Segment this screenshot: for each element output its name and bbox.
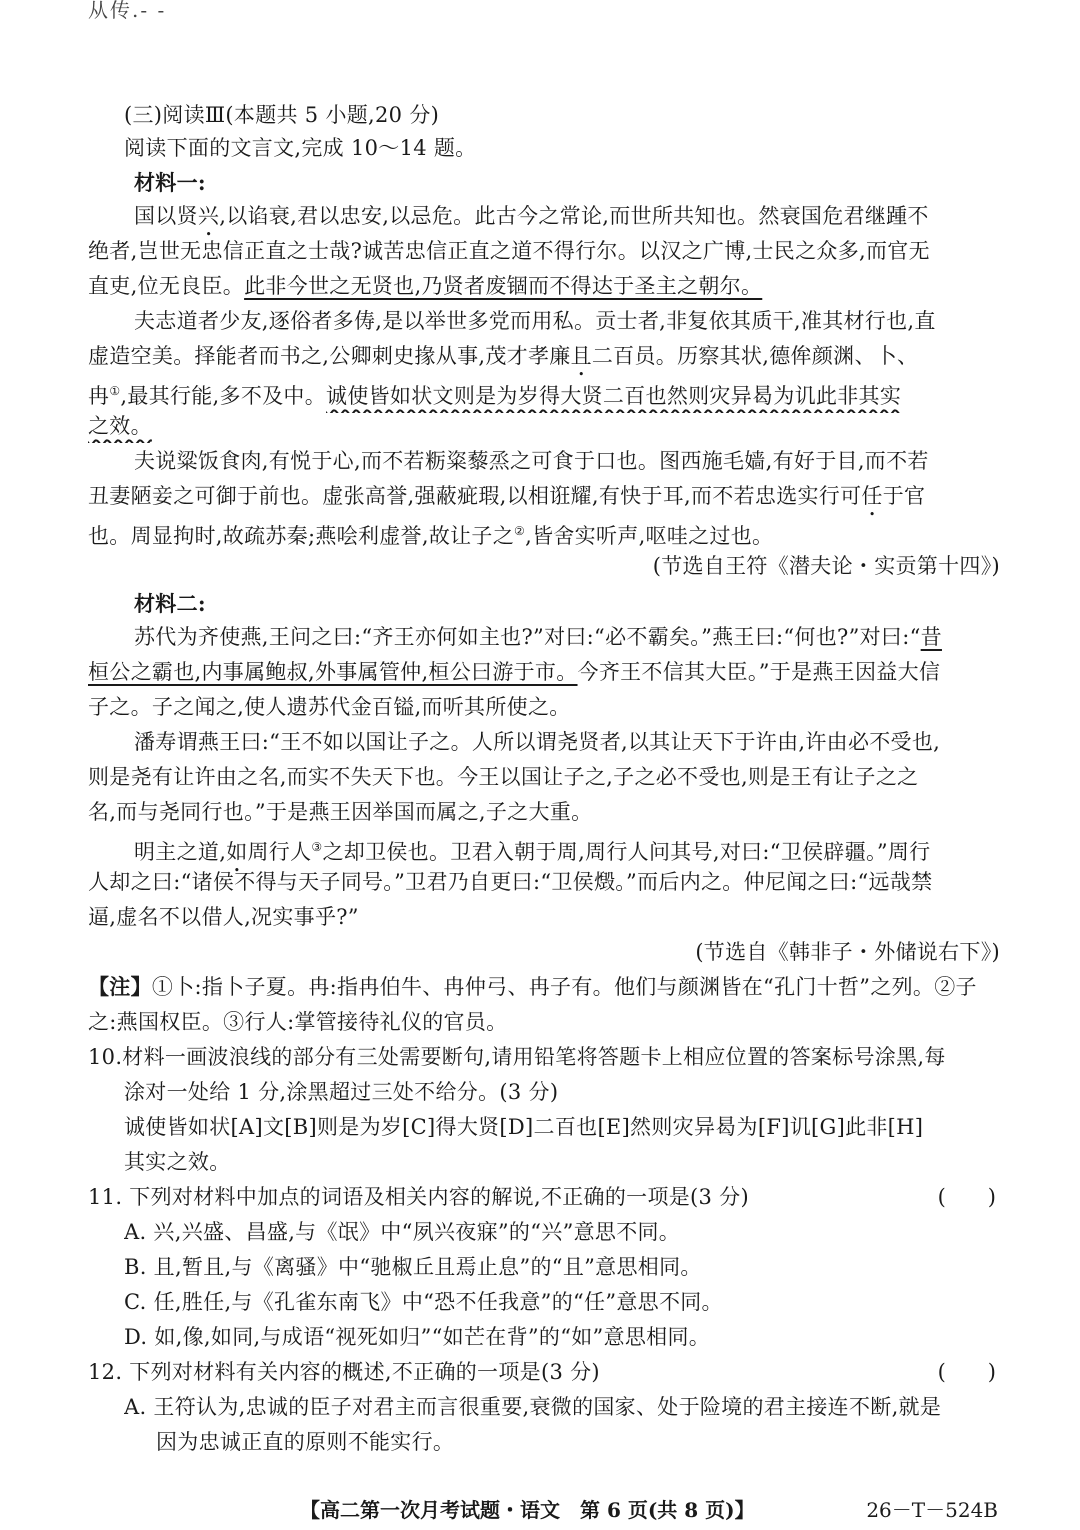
m1-p2-line3: 冉①,最其行能,多不及中。诚使皆如状文则是为岁得大贤二百也然则灾异曷为讥此非其实 <box>88 384 902 408</box>
m2-p3-line2: 人却之曰:“诸侯不得与天子同号。”卫君乃自更曰:“卫侯燬。”而后内之。仲尼闻之曰:“远哉禁 <box>88 870 933 894</box>
m2-p2-line2: 则是尧有让许由之名,而实不失天下也。今王以国让子之,子之必不受也,则是王有让子之之 <box>88 765 919 789</box>
footer-code: 26－T－524B <box>866 1498 998 1522</box>
q10-line4: 其实之效。 <box>124 1150 231 1174</box>
m1-p1-line3: 直吏,位无良臣。此非今世之无贤也,乃贤者废锢而不得达于圣主之朝尔。 <box>88 274 763 298</box>
material2-label: 材料二: <box>134 591 206 616</box>
material2-source: (节选自《韩非子・外储说右下》) <box>695 940 1000 964</box>
q11-option-b: B. 且,暂且,与《离骚》中“驰椒丘且焉止息”的“且”意思相同。 <box>124 1255 702 1279</box>
q11-stem: 11. 下列对材料中加点的词语及相关内容的解说,不正确的一项是(3 分) <box>88 1185 749 1209</box>
underlined-sentence-1: 此非今世之无贤也,乃贤者废锢而不得达于圣主之朝尔。 <box>244 274 763 298</box>
m1-p3-line2: 丑妻陋妾之可御于前也。虚张高誉,强蔽疵瑕,以相诳耀,有快于耳,而不若忠选实行可任于官 <box>88 484 926 508</box>
q11-answer-paren: ( ) <box>937 1185 996 1209</box>
q10-line3: 诚使皆如状[A]文[B]则是为岁[C]得大贤[D]二百也[E]然则灾异曷为[F]讥[G]此非[H] <box>124 1115 924 1139</box>
m2-p2-line3: 名,而与尧同行也。”于是燕王因举国而属之,子之大重。 <box>88 800 593 824</box>
dotted-word-ren: 任 <box>861 484 883 508</box>
m2-p1-line2: 桓公之霸也,内事属鲍叔,外事属管仲,桓公曰游于市。今齐王不信其大臣。”于是燕王因益大信 <box>88 660 941 684</box>
q10-line2: 涂对一处给 1 分,涂黑超过三处不给分。(3 分) <box>124 1080 559 1104</box>
m1-p2-line1: 夫志道者少友,逐俗者多俦,是以举世多党而用私。贡士者,非复依其质干,准其材行也,直 <box>134 309 936 333</box>
notes-line1: 【注】①卜:指卜子夏。冉:指冉伯牛、冉仲弓、冉子有。他们与颜渊皆在“孔门十哲”之列。②子 <box>88 974 977 999</box>
q11-option-d: D. 如,像,如同,与成语“视死如归”“如芒在背”的“如”意思相同。 <box>124 1325 711 1349</box>
q12-option-a-line1: A. 王符认为,忠诚的臣子对君主而言很重要,衰微的国家、处于险境的君主接连不断,就是 <box>124 1395 942 1419</box>
m2-p1-line3: 子之。子之闻之,使人遗苏代金百镒,而听其所使之。 <box>88 695 571 719</box>
material1-source: (节选自王符《潜夫论・实贡第十四》) <box>652 554 1000 578</box>
m1-p2-line4: 之效。 <box>88 414 152 438</box>
m1-p1-line2: 绝者,岂世无忠信正直之士哉?诚苦忠信正直之道不得行尔。以汉之广博,士民之众多,而官无 <box>88 239 930 263</box>
m2-p2-line1: 潘寿谓燕王曰:“王不如以国让子之。人所以谓尧贤者,以其让天下于许由,许由必不受也, <box>134 730 941 754</box>
m1-p3-line1: 夫说粱饭食肉,有悦于心,而不若粝粢藜烝之可食于口也。图西施毛嫱,有好于目,而不若 <box>134 449 929 473</box>
q10-line1: 10.材料一画波浪线的部分有三处需要断句,请用铅笔将答题卡上相应位置的答案标号涂黑,每 <box>88 1045 946 1069</box>
material1-label: 材料一: <box>134 170 206 195</box>
q12-stem: 12. 下列对材料有关内容的概述,不正确的一项是(3 分) <box>88 1360 600 1384</box>
dotted-word-ru: 如 <box>226 840 248 864</box>
footer-title: 【高二第一次月考试题・语文 第 6 页(共 8 页)】 <box>300 1498 755 1522</box>
underlined-sentence-2: 桓公之霸也,内事属鲍叔,外事属管仲,桓公曰游于市。 <box>88 660 578 684</box>
m1-p3-line3: 也。周显拘时,故疏苏秦;燕哙利虚誉,故让子之②,皆舍实听声,呕哇之过也。 <box>88 524 774 548</box>
wavy-underline-passage: 诚使皆如状文则是为岁得大贤二百也然则灾异曷为讥此非其实 <box>326 384 902 408</box>
dotted-word-xing: 兴 <box>197 204 220 228</box>
m1-p1-line1: 国以贤兴,以谄衰,君以忠安,以忌危。此古今之常论,而世所共知也。然衰国危君继踵不 <box>134 204 929 228</box>
m2-p3-line3: 逼,虚名不以借人,况实事乎?” <box>88 905 359 929</box>
section-instruction: 阅读下面的文言文,完成 10～14 题。 <box>124 136 477 160</box>
top-fragment: 从传.- - <box>88 0 167 22</box>
q11-option-c: C. 任,胜任,与《孔雀东南飞》中“恐不任我意”的“任”意思不同。 <box>124 1290 723 1314</box>
notes-line2: 之:燕国权臣。③行人:掌管接待礼仪的官员。 <box>88 1010 508 1034</box>
m2-p1-line1: 苏代为齐使燕,王问之曰:“齐王亦何如主也?”对曰:“必不霸矣。”燕王曰:“何也?”对曰:“昔 <box>134 625 942 649</box>
q12-option-a-line2: 因为忠诚正直的原则不能实行。 <box>156 1430 455 1454</box>
m1-p2-line2: 虚造空美。择能者而书之,公卿刺史掾从事,茂才孝廉且二百员。历察其状,德侔颜渊、卜、 <box>88 344 919 368</box>
q11-option-a: A. 兴,兴盛、昌盛,与《氓》中“夙兴夜寐”的“兴”意思不同。 <box>124 1220 681 1244</box>
m2-p3-line1: 明主之道,如周行人③之却卫侯也。卫君入朝于周,周行人问其号,对曰:“卫侯辟疆。”周行 <box>134 840 931 864</box>
dotted-word-qie: 且 <box>570 344 592 368</box>
section-header: (三)阅读Ⅲ(本题共 5 小题,20 分) <box>124 103 440 127</box>
q12-answer-paren: ( ) <box>937 1360 996 1384</box>
